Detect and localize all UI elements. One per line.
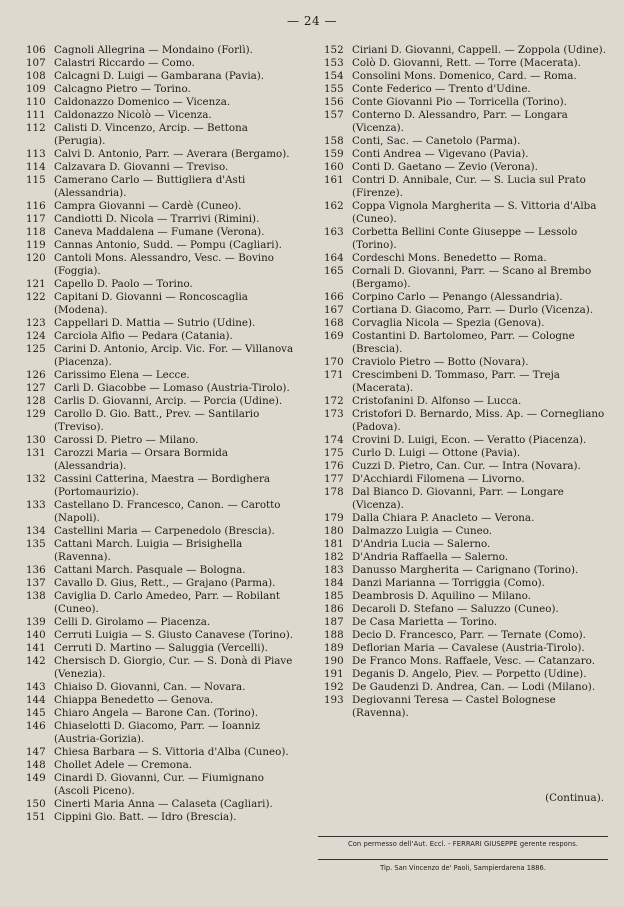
list-item [18,629,298,642]
entry-number: 127 [26,382,46,394]
entry-number: 123 [26,317,46,329]
entry-text: Chiaiso D. Giovanni, Can. — Novara. [54,681,246,693]
entry-text: Danzi Marianna — Torriggia (Como). [352,577,545,589]
list-item [316,109,608,135]
entry-number: 161 [324,174,344,186]
entry-text: Cagnoli Allegrina — Mondaino (Forlì). [54,44,253,56]
list-item [316,291,608,304]
list-item [18,694,298,707]
entry-text: Degiovanni Teresa — Castel Bolognese (Ravenna). [352,694,556,719]
entry-number: 118 [26,226,46,238]
entry-number: 117 [26,213,46,225]
entry-text: Camerano Carlo — Buttigliera d'Asti (Alessandria). [54,174,246,199]
footer-rule-bottom [318,859,608,860]
entry-text: Deganis D. Angelo, Piev. — Porpetto (Udine). [352,668,587,680]
list-item [316,681,608,694]
list-item [18,200,298,213]
list-item [18,44,298,57]
list-item [18,382,298,395]
list-item [316,96,608,109]
entry-text: Caldonazzo Nicolò — Vicenza. [54,109,212,121]
list-item [18,213,298,226]
list-item [18,239,298,252]
entry-text: Caldonazzo Domenico — Vicenza. [54,96,231,108]
entry-number: 184 [324,577,344,589]
entry-text: Curlo D. Luigi — Ottone (Pavia). [352,447,521,459]
list-item [316,44,608,57]
list-item [18,746,298,759]
entry-text: Corvaglia Nicola — Spezia (Genova). [352,317,545,329]
list-item [316,135,608,148]
entry-text: Cuzzi D. Pietro, Can. Cur. — Intra (Novara). [352,460,581,472]
entry-text: Cattani March. Pasquale — Bologna. [54,564,246,576]
entry-text: Danusso Margherita — Carignano (Torino). [352,564,579,576]
entry-text: Cristofori D. Bernardo, Miss. Ap. — Cornegliano (Padova). [352,408,605,433]
list-item [18,317,298,330]
list-item [316,174,608,200]
entry-number: 129 [26,408,46,420]
entry-number: 106 [26,44,46,56]
entry-text: Deambrosis D. Aquilino — Milano. [352,590,531,602]
entry-number: 128 [26,395,46,407]
entry-text: Calcagno Pietro — Torino. [54,83,191,95]
list-item [316,551,608,564]
entry-number: 120 [26,252,46,264]
list-item [18,811,298,824]
entry-text: Carozzi Maria — Orsara Bormida (Alessandria). [54,447,229,472]
entry-number: 109 [26,83,46,95]
list-item [316,616,608,629]
entry-number: 173 [324,408,344,420]
list-item [18,447,298,473]
entry-number: 122 [26,291,46,303]
entry-number: 140 [26,629,46,641]
entry-text: Craviolo Pietro — Botto (Novara). [352,356,529,368]
list-item [18,395,298,408]
entry-text: D'Andria Raffaella — Salerno. [352,551,509,563]
entry-number: 183 [324,564,344,576]
entry-text: Cortiana D. Giacomo, Parr. — Durlo (Vicenza). [352,304,594,316]
entry-number: 136 [26,564,46,576]
entry-text: Calzavara D. Giovanni — Treviso. [54,161,229,173]
entry-number: 175 [324,447,344,459]
list-item [316,200,608,226]
list-item [316,655,608,668]
list-item [18,681,298,694]
entry-number: 157 [324,109,344,121]
list-item [18,57,298,70]
list-item [316,83,608,96]
entry-number: 114 [26,161,46,173]
entry-number: 148 [26,759,46,771]
entry-text: Ciriani D. Giovanni, Cappell. — Zoppola (Udine). [352,44,606,56]
list-item [18,772,298,798]
right-column [316,44,608,720]
entry-text: Chiaro Angela — Barone Can. (Torino). [54,707,259,719]
entry-number: 146 [26,720,46,732]
entry-number: 147 [26,746,46,758]
list-item [316,525,608,538]
imprimatur-line: Con permesso dell'Aut. Eccl. - FERRARI GIUSEPPE gerente respons. [347,840,579,848]
list-item [316,694,608,720]
list-item [18,343,298,369]
entry-text: De Gaudenzi D. Andrea, Can. — Lodi (Milano). [352,681,596,693]
entry-text: Cassini Catterina, Maestra — Bordighera (Portomaurizio). [54,473,271,498]
printer-line: Tip. San Vincenzo de' Paoli, Sampierdarena 1886. [380,864,546,872]
entry-number: 170 [324,356,344,368]
list-item [316,70,608,83]
entry-text: Celli D. Girolamo — Piacenza. [54,616,211,628]
entry-text: Chiaselotti D. Giacomo, Parr. — Ioanniz (Austria-Gorizia). [54,720,261,745]
entry-number: 149 [26,772,46,784]
entry-text: Dal Bianco D. Giovanni, Parr. — Longare (Vicenza). [352,486,564,511]
list-item [18,525,298,538]
list-item [316,603,608,616]
list-item [18,148,298,161]
entry-text: D'Andria Lucia — Salerno. [352,538,491,550]
list-item [18,291,298,317]
entry-number: 144 [26,694,46,706]
entry-number: 167 [324,304,344,316]
entry-number: 187 [324,616,344,628]
list-item [316,642,608,655]
entry-number: 164 [324,252,344,264]
list-item [18,707,298,720]
entry-text: Consolini Mons. Domenico, Card. — Roma. [352,70,577,82]
entry-number: 176 [324,460,344,472]
entry-text: Carciola Alfio — Pedara (Catania). [54,330,233,342]
entry-number: 112 [26,122,46,134]
entry-number: 182 [324,551,344,563]
list-item [316,161,608,174]
entry-number: 179 [324,512,344,524]
entry-number: 190 [324,655,344,667]
list-item [316,473,608,486]
list-item [316,434,608,447]
entry-number: 121 [26,278,46,290]
list-item [18,720,298,746]
entry-text: Castellano D. Francesco, Canon. — Carotto (Napoli). [54,499,281,524]
list-item [18,577,298,590]
list-item [18,655,298,681]
entry-text: Cristofanini D. Alfonso — Lucca. [352,395,522,407]
entry-text: Calcagni D. Luigi — Gambarana (Pavia). [54,70,265,82]
entry-text: De Franco Mons. Raffaele, Vesc. — Catanzaro. [352,655,595,667]
entry-text: Capitani D. Giovanni — Roncoscaglia (Modena). [54,291,248,316]
entry-number: 143 [26,681,46,693]
list-item [316,356,608,369]
entry-text: Conterno D. Alessandro, Parr. — Longara (Vicenza). [352,109,568,134]
entry-text: Caviglia D. Carlo Amedeo, Parr. — Robilant (Cuneo). [54,590,281,615]
entry-number: 119 [26,239,46,251]
entry-text: Cippini Gio. Batt. — Idro (Brescia). [54,811,237,823]
list-item [18,83,298,96]
entry-number: 162 [324,200,344,212]
entry-number: 130 [26,434,46,446]
entry-text: Cerruti D. Martino — Saluggia (Vercelli). [54,642,268,654]
entry-text: Chiappa Benedetto — Genova. [54,694,214,706]
entry-text: Carissimo Elena — Lecce. [54,369,190,381]
entry-text: Cavallo D. Gius, Rett., — Grajano (Parma). [54,577,276,589]
entry-text: Corbetta Bellini Conte Giuseppe — Lessolo (Torino). [352,226,578,251]
entry-text: Chiesa Barbara — S. Vittoria d'Alba (Cuneo). [54,746,289,758]
list-item [316,486,608,512]
list-item [18,122,298,148]
entry-text: Carli D. Giacobbe — Lomaso (Austria-Tirolo). [54,382,290,394]
list-item [18,96,298,109]
entry-text: Conti, Sac. — Canetolo (Parma). [352,135,521,147]
entry-text: Cappellari D. Mattia — Sutrio (Udine). [54,317,256,329]
entry-text: Colò D. Giovanni, Rett. — Torre (Macerata). [352,57,581,69]
list-item [316,512,608,525]
list-item [18,616,298,629]
entry-number: 171 [324,369,344,381]
entry-number: 151 [26,811,46,823]
entry-text: Calisti D. Vincenzo, Arcip. — Bettona (Perugia). [54,122,248,147]
list-item [18,798,298,811]
entry-text: Chersisch D. Giorgio, Cur. — S. Donà di Piave (Venezia). [54,655,293,680]
page-number: — 24 — [287,14,337,28]
entry-number: 116 [26,200,46,212]
entry-number: 133 [26,499,46,511]
entry-text: De Casa Marietta — Torino. [352,616,497,628]
entry-text: Cornali D. Giovanni, Parr. — Scano al Brembo (Bergamo). [352,265,592,290]
entry-text: D'Acchiardi Filomena — Livorno. [352,473,525,485]
entry-number: 159 [324,148,344,160]
entry-number: 107 [26,57,46,69]
entry-text: Cerruti Luigia — S. Giusto Canavese (Torino). [54,629,294,641]
entry-text: Crescimbeni D. Tommaso, Parr. — Treja (Macerata). [352,369,560,394]
entry-number: 110 [26,96,46,108]
entry-text: Calvi D. Antonio, Parr. — Averara (Bergamo). [54,148,290,160]
list-item [316,408,608,434]
list-item [18,408,298,434]
entry-text: Cordeschi Mons. Benedetto — Roma. [352,252,547,264]
list-item [18,434,298,447]
entry-text: Capello D. Paolo — Torino. [54,278,193,290]
entry-text: Carossi D. Pietro — Milano. [54,434,199,446]
entry-text: Decaroli D. Stefano — Saluzzo (Cuneo). [352,603,559,615]
entry-number: 145 [26,707,46,719]
list-item [316,590,608,603]
entry-number: 168 [324,317,344,329]
list-item [316,226,608,252]
entry-number: 156 [324,96,344,108]
entry-number: 141 [26,642,46,654]
list-item [18,538,298,564]
entry-number: 142 [26,655,46,667]
entry-text: Carollo D. Gio. Batt., Prev. — Santilario (Treviso). [54,408,260,433]
entry-number: 189 [324,642,344,654]
entry-number: 160 [324,161,344,173]
list-item [316,369,608,395]
entry-text: Calastri Riccardo — Como. [54,57,195,69]
list-item [18,759,298,772]
entry-text: Costantini D. Bartolomeo, Parr. — Cologne (Brescia). [352,330,575,355]
list-item [316,330,608,356]
list-item [316,447,608,460]
entry-number: 115 [26,174,46,186]
entry-number: 169 [324,330,344,342]
entry-text: Carini D. Antonio, Arcip. Vic. For. — Villanova (Piacenza). [54,343,294,368]
entry-number: 185 [324,590,344,602]
entry-text: Corpino Carlo — Penango (Alessandria). [352,291,563,303]
entry-text: Carlis D. Giovanni, Arcip. — Porcia (Udine). [54,395,283,407]
entry-number: 163 [324,226,344,238]
list-item [18,369,298,382]
entry-text: Chollet Adele — Cremona. [54,759,193,771]
entry-text: Conte Giovanni Pio — Torricella (Torino). [352,96,567,108]
list-item [316,564,608,577]
list-item [18,161,298,174]
entry-text: Cattani March. Luigia — Brisighella (Ravenna). [54,538,243,563]
list-item [18,174,298,200]
entry-number: 153 [324,57,344,69]
entry-number: 158 [324,135,344,147]
entry-number: 155 [324,83,344,95]
entry-number: 134 [26,525,46,537]
list-item [316,304,608,317]
entry-number: 178 [324,486,344,498]
entry-number: 132 [26,473,46,485]
entry-text: Crovini D. Luigi, Econ. — Veratto (Piacenza). [352,434,587,446]
entry-number: 174 [324,434,344,446]
entry-number: 186 [324,603,344,615]
entry-number: 139 [26,616,46,628]
entry-number: 113 [26,148,46,160]
entry-number: 181 [324,538,344,550]
list-item [316,57,608,70]
list-item [316,668,608,681]
left-column [18,44,298,824]
entry-number: 131 [26,447,46,459]
list-item [18,278,298,291]
entry-number: 166 [324,291,344,303]
list-item [18,252,298,278]
list-item [316,265,608,291]
entry-number: 180 [324,525,344,537]
list-item [316,538,608,551]
list-item [18,70,298,83]
list-item [18,109,298,122]
entry-text: Dalla Chiara P. Anacleto — Verona. [352,512,535,524]
entry-number: 124 [26,330,46,342]
entry-number: 172 [324,395,344,407]
list-item [316,317,608,330]
list-item [18,473,298,499]
entry-text: Coppa Vignola Margherita — S. Vittoria d'Alba (Cuneo). [352,200,597,225]
entry-number: 126 [26,369,46,381]
entry-text: Cinardi D. Giovanni, Cur. — Fiumignano (Ascoli Piceno). [54,772,264,797]
entry-text: Campra Giovanni — Cardè (Cuneo). [54,200,242,212]
list-item [316,577,608,590]
entry-text: Decio D. Francesco, Parr. — Ternate (Como). [352,629,586,641]
entry-number: 192 [324,681,344,693]
list-item [316,148,608,161]
entry-text: Castellini Maria — Carpenedolo (Brescia). [54,525,275,537]
entry-number: 177 [324,473,344,485]
list-item [316,460,608,473]
list-item [316,252,608,265]
entry-number: 191 [324,668,344,680]
entry-number: 108 [26,70,46,82]
entry-text: Contri D. Annibale, Cur. — S. Lucia sul Prato (Firenze). [352,174,586,199]
list-item [18,590,298,616]
entry-text: Conti Andrea — Vigevano (Pavia). [352,148,529,160]
entry-number: 154 [324,70,344,82]
entry-text: Conte Federico — Trento d'Udine. [352,83,531,95]
entry-number: 135 [26,538,46,550]
entry-number: 165 [324,265,344,277]
continued-note: (Continua). [545,792,604,804]
entry-number: 193 [324,694,344,706]
entry-text: Conti D. Gaetano — Zevio (Verona). [352,161,538,173]
list-item [18,499,298,525]
entry-number: 137 [26,577,46,589]
entry-text: Cinerti Maria Anna — Calaseta (Cagliari). [54,798,273,810]
list-item [18,642,298,655]
entry-text: Caneva Maddalena — Fumane (Verona). [54,226,265,238]
entry-number: 138 [26,590,46,602]
entry-text: Dalmazzo Luigia — Cuneo. [352,525,493,537]
entry-text: Deflorian Maria — Cavalese (Austria-Tirolo). [352,642,585,654]
footer-rule-top [318,836,608,837]
entry-text: Cannas Antonio, Sudd. — Pompu (Cagliari). [54,239,282,251]
list-item [18,564,298,577]
entry-text: Candiotti D. Nicola — Trarrivi (Rimini). [54,213,260,225]
entry-number: 111 [26,109,46,121]
entry-number: 188 [324,629,344,641]
list-item [18,226,298,239]
list-item [18,330,298,343]
entry-number: 152 [324,44,344,56]
list-item [316,395,608,408]
entry-number: 125 [26,343,46,355]
entry-number: 150 [26,798,46,810]
entry-text: Cantoli Mons. Alessandro, Vesc. — Bovino (Foggia). [54,252,274,277]
list-item [316,629,608,642]
